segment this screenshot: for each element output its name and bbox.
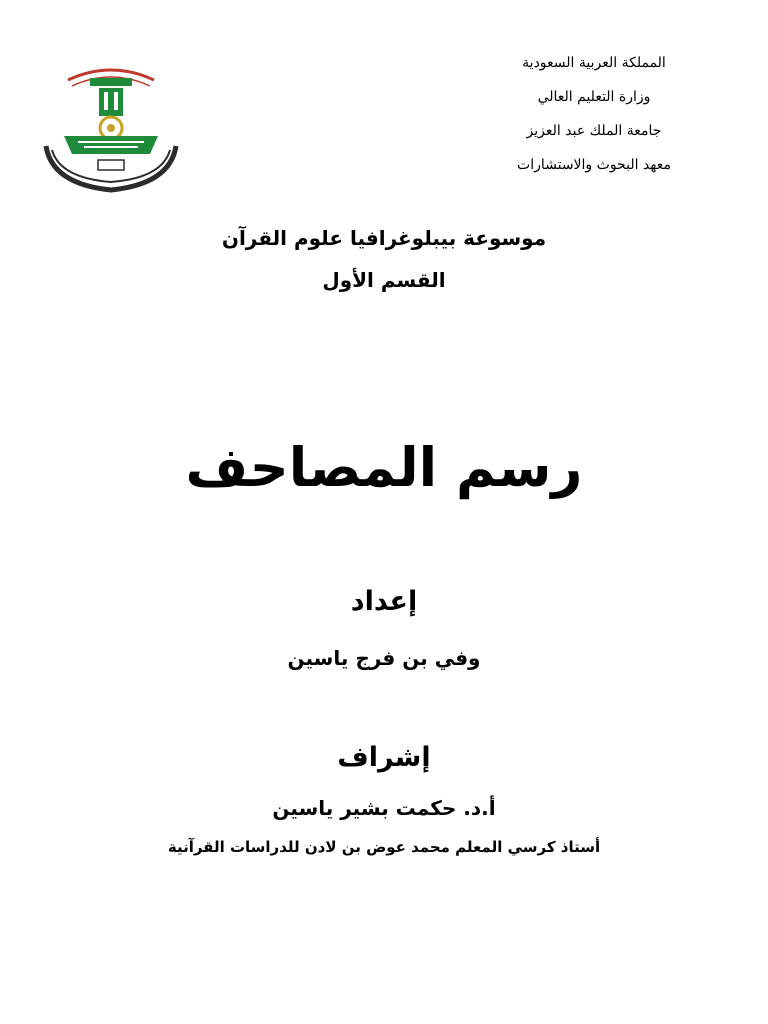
prepared-by-label: إعداد (350, 586, 418, 617)
header-line-institute: معهد البحوث والاستشارات (517, 157, 671, 173)
main-title: رسم المصاحف (185, 436, 583, 499)
author-name: وفي بن فرج ياسين (287, 646, 481, 670)
supervision-label: إشراف (337, 742, 431, 773)
supervisor-title: أستاذ كرسي المعلم محمد عوض بن لادن للدراسات القرآنية (167, 838, 601, 856)
series-title: موسوعة بيبلوغرافيا علوم القرآن (221, 226, 547, 250)
header-line-ministry: وزارة التعليم العالي (537, 89, 651, 105)
header-line-university: جامعة الملك عبد العزيز (526, 123, 662, 139)
university-emblem-icon (38, 58, 184, 198)
section-title: القسم الأول (322, 268, 446, 292)
supervisor-name: أ.د. حكمت بشير ياسين (272, 796, 496, 820)
header-line-country: المملكة العربية السعودية (522, 55, 666, 71)
institution-header (464, 46, 724, 182)
